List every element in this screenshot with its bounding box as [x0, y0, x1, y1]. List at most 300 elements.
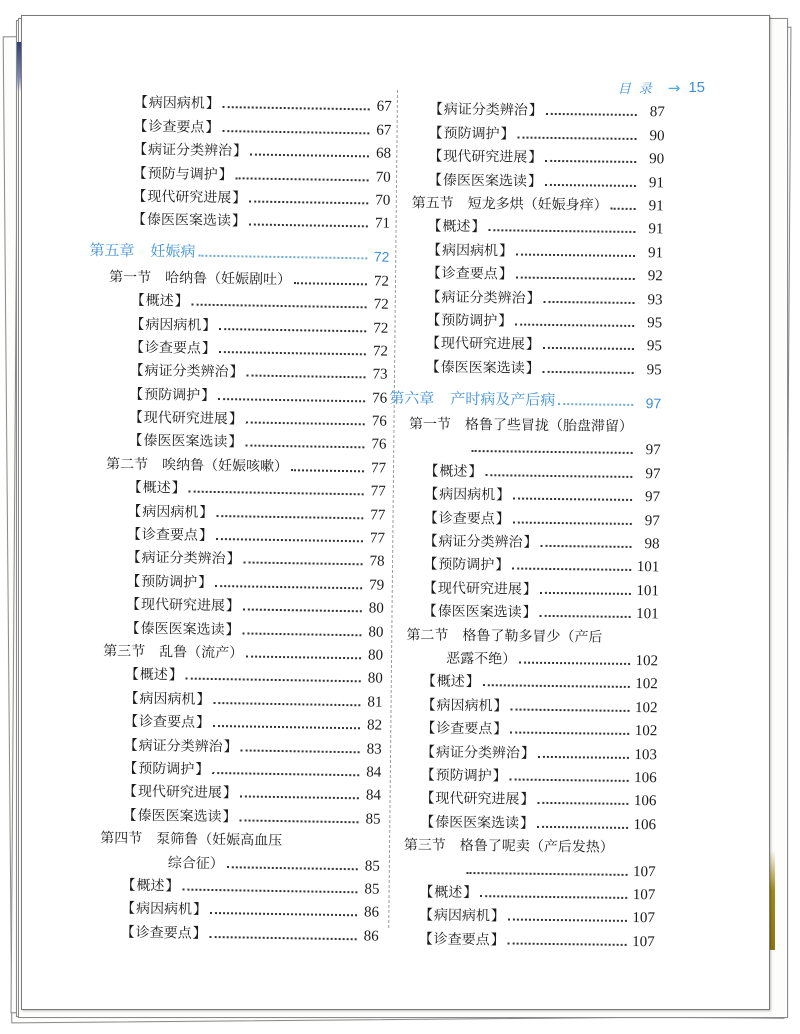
- page-number: 106: [634, 769, 657, 787]
- toc-item-label: [124, 734, 238, 756]
- toc-item-label: [426, 356, 540, 377]
- dot-leader: [213, 725, 360, 729]
- toc-section[interactable]: [384, 831, 656, 858]
- toc-item-label: [421, 718, 507, 739]
- toc-item[interactable]: [388, 503, 660, 530]
- toc-item-label: [124, 711, 210, 732]
- toc-item[interactable]: [392, 118, 664, 145]
- page-number: 85: [365, 811, 381, 828]
- toc-section-label: [404, 834, 614, 857]
- toc-column-right: [383, 95, 665, 951]
- toc-section-continuation[interactable]: [389, 433, 661, 460]
- dot-leader: [516, 277, 635, 280]
- page-number: 107: [632, 933, 655, 950]
- toc-item-label: [428, 122, 514, 143]
- toc-item-label: [133, 162, 233, 184]
- dot-leader: [210, 912, 357, 916]
- toc-section[interactable]: [392, 189, 664, 216]
- dot-leader: [545, 183, 636, 186]
- dot-leader: [223, 106, 370, 110]
- item-title: 病因病机: [442, 242, 499, 260]
- item-title: 病证分类辨治: [441, 289, 526, 307]
- page-number: 107: [632, 863, 656, 880]
- toc-item-label: [421, 694, 507, 715]
- toc-item-label: [423, 530, 537, 551]
- page-number: 83: [366, 740, 382, 758]
- toc-item[interactable]: [385, 760, 657, 787]
- page-number: 102: [634, 699, 658, 717]
- page-number: 72: [373, 296, 389, 313]
- item-title: 病因病机: [148, 95, 205, 113]
- toc-item[interactable]: [383, 877, 655, 904]
- dot-leader: [244, 562, 363, 566]
- page-number: 106: [633, 793, 657, 810]
- page-number: 107: [632, 886, 656, 904]
- toc-item-label: [129, 383, 215, 404]
- dot-leader: [510, 778, 629, 781]
- item-title: 病因病机: [439, 486, 496, 504]
- toc-item[interactable]: [387, 527, 659, 554]
- item-title: 病证分类辨治: [141, 550, 226, 568]
- page-number: 107: [632, 910, 656, 927]
- item-title: 诊查要点: [433, 931, 490, 948]
- page-number: 85: [364, 881, 380, 898]
- dot-leader: [219, 351, 366, 355]
- section-title: 哈纳鲁（妊娠剧吐）: [164, 269, 292, 288]
- item-title: 概述: [436, 673, 465, 691]
- item-title: 现代研究进展: [147, 188, 232, 207]
- dot-leader: [216, 538, 363, 542]
- dot-leader: [227, 866, 358, 870]
- toc-section-label: [412, 192, 608, 214]
- toc-item-label: [428, 169, 542, 190]
- page-number: 95: [647, 315, 663, 332]
- dot-leader: [519, 662, 630, 665]
- page-number: 72: [373, 248, 390, 266]
- section-number: 第五节: [411, 195, 454, 212]
- toc-item[interactable]: [388, 480, 660, 507]
- dot-leader: [249, 200, 368, 204]
- toc-item[interactable]: [391, 212, 663, 239]
- dot-leader: [466, 871, 627, 875]
- item-title: 傣医医案选读: [435, 814, 520, 832]
- page-number: 102: [634, 723, 658, 740]
- page-number: 97: [645, 442, 661, 459]
- section-title: 格鲁了些冒拢（胎盘滞留）: [464, 416, 634, 436]
- toc-item-label: [423, 554, 509, 575]
- toc-item[interactable]: [386, 667, 658, 694]
- page-number: 98: [644, 536, 660, 553]
- item-title: 病因病机: [433, 907, 491, 925]
- page-number: 95: [646, 338, 663, 355]
- page-number: 106: [633, 816, 657, 833]
- toc-item-label: [420, 811, 534, 832]
- dot-leader: [510, 708, 629, 711]
- page-number: 76: [371, 436, 387, 454]
- dot-leader: [611, 208, 636, 210]
- toc-item-label: [427, 216, 485, 237]
- toc-item-label: [423, 601, 537, 622]
- dot-leader: [540, 545, 631, 548]
- toc-item-label: [419, 928, 505, 949]
- item-title: 诊查要点: [436, 720, 493, 738]
- item-title: 傣医医案选读: [437, 603, 522, 621]
- section-number: 第三节: [403, 837, 446, 854]
- section-title: 乱鲁（流产）: [159, 644, 244, 662]
- toc-item[interactable]: [387, 597, 659, 624]
- page-number: 72: [372, 343, 389, 360]
- dot-leader: [213, 702, 360, 706]
- item-title: 预防调护: [441, 312, 498, 330]
- dot-leader: [246, 655, 361, 659]
- toc-item[interactable]: [390, 305, 662, 332]
- dot-leader: [210, 936, 357, 940]
- dot-leader: [240, 796, 359, 800]
- page-number: 90: [649, 127, 665, 145]
- item-title: 傣医医案选读: [146, 212, 232, 230]
- toc-item[interactable]: [385, 690, 657, 717]
- page-number: 67: [376, 98, 392, 116]
- dot-leader: [186, 678, 361, 683]
- item-title: 诊查要点: [141, 526, 199, 544]
- toc-item-label: [419, 881, 477, 902]
- item-title: 诊查要点: [138, 713, 196, 731]
- page-number: 80: [367, 670, 383, 688]
- dot-leader: [488, 230, 635, 234]
- toc-item[interactable]: [384, 807, 656, 834]
- dot-leader: [472, 450, 633, 454]
- toc-item-label: [421, 764, 507, 785]
- section-title: 泵筛鲁（妊娠高血压: [156, 831, 283, 850]
- dot-leader: [543, 347, 634, 350]
- item-title: 预防调护: [144, 386, 201, 404]
- toc-item-label: [423, 577, 537, 598]
- page-number: 95: [646, 361, 662, 378]
- item-title: 病因病机: [436, 697, 493, 715]
- dot-leader: [510, 732, 629, 735]
- page-number: 92: [647, 268, 663, 285]
- toc-item[interactable]: [390, 352, 662, 379]
- section-number: 第二节: [406, 626, 449, 644]
- page-number: 81: [367, 694, 383, 711]
- toc-section-label: [409, 413, 633, 436]
- dot-leader: [543, 371, 634, 374]
- item-title: 现代研究进展: [437, 580, 523, 598]
- toc-item[interactable]: [391, 259, 663, 286]
- toc-item-label: [126, 594, 240, 616]
- item-title: 预防调护: [443, 125, 500, 143]
- page-number: 86: [363, 904, 380, 921]
- toc-item[interactable]: [385, 714, 657, 741]
- toc-chapter[interactable]: [89, 232, 389, 265]
- item-title: 病因病机: [139, 690, 196, 708]
- page-number: 91: [648, 221, 664, 238]
- toc-chapter-label: [89, 239, 195, 262]
- item-title: 病证分类辨治: [138, 737, 223, 755]
- toc-item[interactable]: [390, 282, 662, 309]
- toc-item-label: [426, 333, 540, 354]
- item-title: 现代研究进展: [137, 784, 223, 802]
- dot-leader: [246, 375, 365, 379]
- page-number: 76: [371, 413, 387, 430]
- page-number: 103: [634, 746, 658, 763]
- arrow-right-icon: →: [667, 78, 681, 97]
- item-title: 概述: [136, 877, 165, 895]
- dot-leader: [240, 819, 359, 823]
- section-number: 第二节: [105, 456, 149, 473]
- item-title: 预防与调护: [147, 165, 218, 183]
- toc-item-label: [133, 139, 247, 161]
- item-title: 病因病机: [145, 316, 202, 334]
- item-title: 概述: [434, 884, 463, 901]
- item-title: 病因病机: [135, 901, 193, 918]
- toc-item[interactable]: [385, 737, 657, 764]
- page-number: 85: [364, 857, 380, 875]
- section-title: 格鲁了呢卖（产后发热）: [459, 837, 614, 856]
- toc-item-label: [420, 788, 534, 809]
- toc-item[interactable]: [392, 142, 664, 169]
- toc-section[interactable]: [389, 410, 661, 437]
- toc-item[interactable]: [387, 573, 659, 600]
- toc-item[interactable]: [79, 917, 379, 945]
- item-title: 概述: [139, 667, 168, 684]
- toc-column-left: [79, 88, 392, 945]
- page-number: 97: [645, 489, 661, 506]
- page-number: 101: [636, 559, 660, 576]
- chapter-title: 妊娠病: [150, 242, 196, 261]
- page-number: 102: [635, 652, 659, 670]
- toc-item-label: [132, 209, 246, 231]
- item-title: 病证分类辨治: [443, 102, 528, 120]
- item-title: 现代研究进展: [435, 790, 520, 808]
- toc-item-label: [133, 115, 219, 136]
- page-number: 102: [635, 676, 658, 693]
- toc-chapter[interactable]: [389, 380, 661, 411]
- page-number: 91: [648, 174, 665, 191]
- item-title: 预防调护: [438, 557, 495, 574]
- page-number: 90: [649, 151, 665, 168]
- toc-item-label: [427, 239, 513, 260]
- toc-item-label: [121, 898, 207, 919]
- dot-leader: [540, 615, 631, 618]
- page-number: 87: [649, 104, 665, 121]
- dot-leader: [241, 749, 360, 753]
- toc-item-label: [125, 617, 239, 639]
- dot-leader: [516, 253, 635, 256]
- dot-leader: [198, 255, 367, 260]
- dot-leader: [246, 422, 365, 426]
- dot-leader: [192, 304, 367, 309]
- page-number: 70: [375, 192, 391, 209]
- toc-section-label: [100, 827, 282, 850]
- page-number: 82: [366, 717, 383, 734]
- dot-leader: [545, 160, 636, 163]
- dot-leader: [512, 568, 631, 571]
- dot-leader: [291, 469, 364, 472]
- page-number: 97: [645, 394, 662, 411]
- toc-item[interactable]: [390, 329, 662, 356]
- section-title: 唉纳鲁（妊娠咳嗽）: [161, 457, 289, 475]
- item-title: 概述: [442, 218, 471, 236]
- page-number: 77: [369, 530, 386, 547]
- toc-item-label: [124, 687, 210, 708]
- toc-item-label: [126, 570, 212, 591]
- dot-leader: [250, 154, 369, 158]
- item-title: 诊查要点: [148, 118, 205, 136]
- item-title: 傣医医案选读: [137, 807, 222, 825]
- page-number: 73: [372, 366, 388, 383]
- page-number: 97: [645, 465, 661, 483]
- page-number: 101: [636, 606, 659, 623]
- toc-item[interactable]: [383, 924, 655, 951]
- section-number: 第一节: [108, 269, 152, 286]
- page-number: 84: [365, 787, 382, 804]
- item-title: 概述: [439, 463, 468, 480]
- item-title: 预防调护: [138, 760, 195, 778]
- dot-leader: [215, 585, 362, 589]
- toc-item-label: [427, 263, 513, 284]
- chapter-number: 第六章: [389, 388, 435, 408]
- toc-item-label: [129, 407, 243, 429]
- page-number: 77: [370, 460, 387, 477]
- page-number: 77: [370, 483, 386, 500]
- dot-leader: [216, 515, 363, 519]
- toc-item[interactable]: [387, 550, 659, 577]
- toc-item-label: [419, 905, 505, 926]
- section-title: 短龙多烘（妊娠身痒）: [467, 195, 608, 214]
- toc-item-label: [128, 477, 186, 498]
- toc-item-label: [426, 309, 512, 330]
- item-title: 诊查要点: [441, 265, 498, 283]
- page-number: 67: [376, 122, 392, 139]
- toc-section-continuation[interactable]: [383, 854, 655, 881]
- page-number: 15: [688, 79, 705, 96]
- toc-chapter-label: [389, 387, 555, 410]
- item-title: 病证分类辨治: [438, 533, 523, 551]
- dot-leader: [546, 113, 637, 116]
- item-title: 病因病机: [142, 503, 199, 521]
- toc-item-label: [429, 99, 543, 120]
- page-number: 76: [372, 390, 388, 407]
- dot-leader: [212, 772, 359, 776]
- page-number: 80: [367, 647, 384, 664]
- dot-leader: [513, 521, 632, 524]
- toc-item-label: [128, 430, 242, 452]
- dot-leader: [508, 942, 627, 945]
- item-title: 病证分类辨治: [147, 142, 233, 160]
- dot-leader: [485, 474, 632, 478]
- item-title: 现代研究进展: [440, 335, 526, 353]
- toc-item-label: [125, 664, 183, 685]
- dot-leader: [517, 136, 636, 139]
- item-title: 现代研究进展: [140, 597, 226, 615]
- running-head-title: 目录: [617, 82, 660, 97]
- toc-item-label: [129, 360, 243, 382]
- toc-section-label-continued: 综合征）: [167, 854, 224, 872]
- page-number: 77: [370, 507, 386, 524]
- dot-leader: [236, 177, 369, 181]
- dot-leader: [294, 282, 367, 285]
- toc-item-label: [134, 92, 220, 113]
- toc-item-label: [127, 500, 213, 521]
- toc-section[interactable]: [386, 620, 658, 647]
- dot-leader: [222, 130, 369, 134]
- item-title: 病证分类辨治: [144, 363, 229, 381]
- toc-item[interactable]: [388, 456, 660, 483]
- toc-item[interactable]: [393, 95, 665, 122]
- running-head: [618, 78, 705, 97]
- toc-item-label: [126, 547, 240, 569]
- item-title: 概述: [145, 292, 174, 310]
- toc-item-label: [121, 921, 207, 942]
- dot-leader: [515, 323, 634, 326]
- toc-section-continuation[interactable]: [386, 644, 658, 671]
- toc-section-label-continued: 恶露不绝）: [446, 650, 517, 668]
- toc-item-label: [422, 671, 480, 692]
- page-number: 84: [366, 764, 382, 781]
- dot-leader: [480, 895, 627, 899]
- page-number: 70: [375, 169, 391, 186]
- toc-section-label: [406, 624, 602, 646]
- item-title: 预防调护: [141, 573, 198, 591]
- toc-item[interactable]: [391, 235, 663, 262]
- item-title: 诊查要点: [144, 339, 202, 357]
- toc-item-label: [123, 758, 209, 779]
- item-title: 诊查要点: [135, 924, 192, 942]
- toc-item-label: [121, 874, 179, 895]
- toc-item-label: [130, 337, 216, 358]
- section-number: 第三节: [103, 643, 146, 660]
- item-title: 概述: [142, 480, 171, 497]
- section-number: 第四节: [100, 830, 143, 847]
- toc-item[interactable]: [90, 205, 390, 233]
- section-number: 第一节: [408, 416, 452, 433]
- item-title: 诊查要点: [438, 510, 495, 527]
- dot-leader: [543, 300, 634, 303]
- toc-item[interactable]: [384, 784, 656, 811]
- dot-leader: [242, 632, 361, 636]
- dot-leader: [513, 498, 632, 501]
- dot-leader: [249, 224, 368, 228]
- page-number: 80: [368, 600, 384, 617]
- dot-leader: [538, 755, 629, 758]
- dot-leader: [219, 328, 366, 332]
- page-number: 93: [647, 291, 663, 308]
- toc-item-label: [123, 781, 237, 803]
- dot-leader: [483, 685, 630, 689]
- page-number: 80: [368, 624, 384, 641]
- item-title: 现代研究进展: [443, 148, 528, 166]
- toc-item-label: [421, 741, 535, 762]
- toc-item[interactable]: [392, 165, 664, 192]
- dot-leader: [508, 919, 627, 922]
- item-title: 现代研究进展: [143, 409, 228, 428]
- dot-leader: [243, 609, 362, 613]
- dot-leader: [537, 802, 628, 805]
- toc-item-label: [424, 507, 510, 528]
- toc-item-label: [122, 804, 236, 826]
- page-number: 72: [373, 319, 389, 337]
- page-number: 91: [648, 198, 664, 215]
- page-number: 71: [374, 215, 391, 233]
- toc-item-label: [428, 146, 542, 167]
- toc-item-label: [426, 286, 540, 307]
- toc-item-label: [424, 460, 482, 481]
- dot-leader: [182, 888, 357, 893]
- toc-section-label: [109, 266, 291, 289]
- toc-section-label: [103, 640, 243, 662]
- toc-item[interactable]: [383, 901, 655, 928]
